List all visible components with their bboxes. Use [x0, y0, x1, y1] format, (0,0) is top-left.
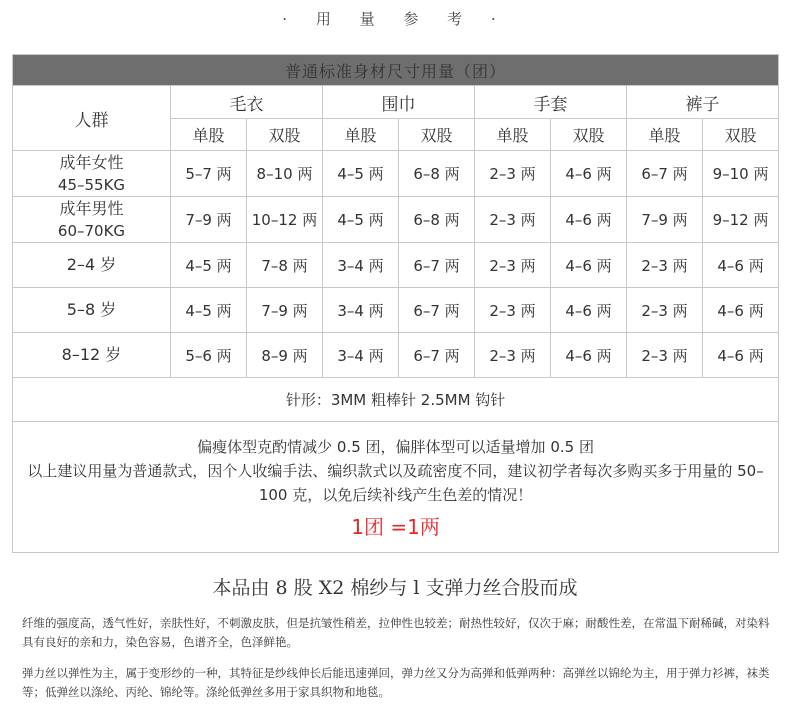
strand-header: 双股: [399, 119, 475, 151]
table-row: [13, 333, 779, 378]
table-cell: 7–8 两: [247, 243, 323, 288]
table-cell: 4–6 两: [551, 243, 627, 288]
table-cell: 6–8 两: [399, 197, 475, 243]
strand-header: 单股: [627, 119, 703, 151]
table-cell: 4–5 两: [171, 243, 247, 288]
table-cell: 6–8 两: [399, 151, 475, 197]
row-label: 成年男性 60–70KG: [13, 197, 171, 243]
table-cell: 4–6 两: [703, 288, 779, 333]
table-cell: 10–12 两: [247, 197, 323, 243]
table-cell: 8–9 两: [247, 333, 323, 378]
purchase-advice-note: 以上建议用量为普通款式，因个人收编手法、编织款式以及疏密度不同，建议初学者每次多购买多于用量的 50–100 克，以免后续补线产生色差的情况！: [27, 462, 764, 504]
table-cell: 4–6 两: [703, 333, 779, 378]
table-cell: 4–5 两: [171, 288, 247, 333]
usage-notes: [13, 422, 779, 553]
table-cell: 6–7 两: [399, 333, 475, 378]
table-cell: 5–7 两: [171, 151, 247, 197]
strand-header: 双股: [703, 119, 779, 151]
table-cell: 4–6 两: [551, 151, 627, 197]
table-cell: 3–4 两: [323, 333, 399, 378]
category-scarf: 围巾: [323, 86, 475, 119]
table-cell: 7–9 两: [627, 197, 703, 243]
strand-header: 双股: [551, 119, 627, 151]
category-gloves: 手套: [475, 86, 627, 119]
table-row: [13, 243, 779, 288]
elastic-yarn-description: 弹力丝以弹性为主，属于变形纱的一种，其特征是纱线伸长后能迅速弹回，弹力丝又分为高弹和低弹两种：高弹丝以锦纶为主，用于弹力衫裤，袜类等；低弹丝以涤纶、丙纶、锦纶等。涤纶低弹丝多用于家具织物和地毯。: [22, 666, 770, 699]
row-label: 2–4 岁: [13, 243, 171, 288]
strand-header: 双股: [247, 119, 323, 151]
strand-header: 单股: [171, 119, 247, 151]
table-cell: 3–4 两: [323, 243, 399, 288]
row-label: 成年女性 45–55KG: [13, 151, 171, 197]
table-cell: 7–9 两: [171, 197, 247, 243]
table-cell: 2–3 两: [627, 288, 703, 333]
category-sweater: 毛衣: [171, 86, 323, 119]
table-cell: 2–3 两: [475, 197, 551, 243]
body-type-note: 偏瘦体型克酌情减少 0.5 团，偏胖体型可以适量增加 0.5 团: [197, 438, 594, 456]
table-row: [13, 197, 779, 243]
category-pants: 裤子: [627, 86, 779, 119]
table-row: [13, 288, 779, 333]
table-cell: 2–3 两: [475, 333, 551, 378]
table-cell: 4–6 两: [551, 333, 627, 378]
table-row: [13, 151, 779, 197]
table-cell: 2–3 两: [627, 333, 703, 378]
strand-header: 单股: [475, 119, 551, 151]
table-cell: 8–10 两: [247, 151, 323, 197]
table-cell: 6–7 两: [399, 243, 475, 288]
table-banner: 普通标准身材尺寸用量（团）: [13, 55, 779, 86]
needle-size-note: 针形：3MM 粗棒针 2.5MM 钩针: [13, 378, 779, 422]
page-title: · 用 量 参 考 ·: [282, 10, 508, 28]
corner-header: 人群: [13, 86, 171, 151]
table-cell: 9–12 两: [703, 197, 779, 243]
strand-header: 单股: [323, 119, 399, 151]
yarn-usage-table: [12, 54, 779, 553]
table-cell: 4–6 两: [551, 288, 627, 333]
table-cell: 2–3 两: [475, 288, 551, 333]
product-composition-title: 本品由 8 股 X2 棉纱与 l 支弹力丝合股而成: [212, 577, 578, 599]
table-cell: 2–3 两: [627, 243, 703, 288]
unit-conversion-note: 1团 =1两: [351, 515, 440, 539]
cotton-description: 纤维的强度高，透气性好，亲肤性好，不刺激皮肤，但是抗皱性稍差，拉伸性也较差；耐热性较好，仅次于麻；耐酸性差，在常温下耐稀碱，对染料具有良好的亲和力，染色容易，色谱齐全，色泽鲜艳。: [22, 616, 770, 649]
table-cell: 6–7 两: [627, 151, 703, 197]
table-cell: 7–9 两: [247, 288, 323, 333]
table-cell: 4–6 两: [551, 197, 627, 243]
table-cell: 4–5 两: [323, 197, 399, 243]
table-cell: 4–6 两: [703, 243, 779, 288]
table-cell: 2–3 两: [475, 151, 551, 197]
table-cell: 4–5 两: [323, 151, 399, 197]
row-label: 8–12 岁: [13, 333, 171, 378]
table-cell: 2–3 两: [475, 243, 551, 288]
table-cell: 3–4 两: [323, 288, 399, 333]
table-cell: 9–10 两: [703, 151, 779, 197]
table-cell: 5–6 两: [171, 333, 247, 378]
row-label: 5–8 岁: [13, 288, 171, 333]
table-cell: 6–7 两: [399, 288, 475, 333]
